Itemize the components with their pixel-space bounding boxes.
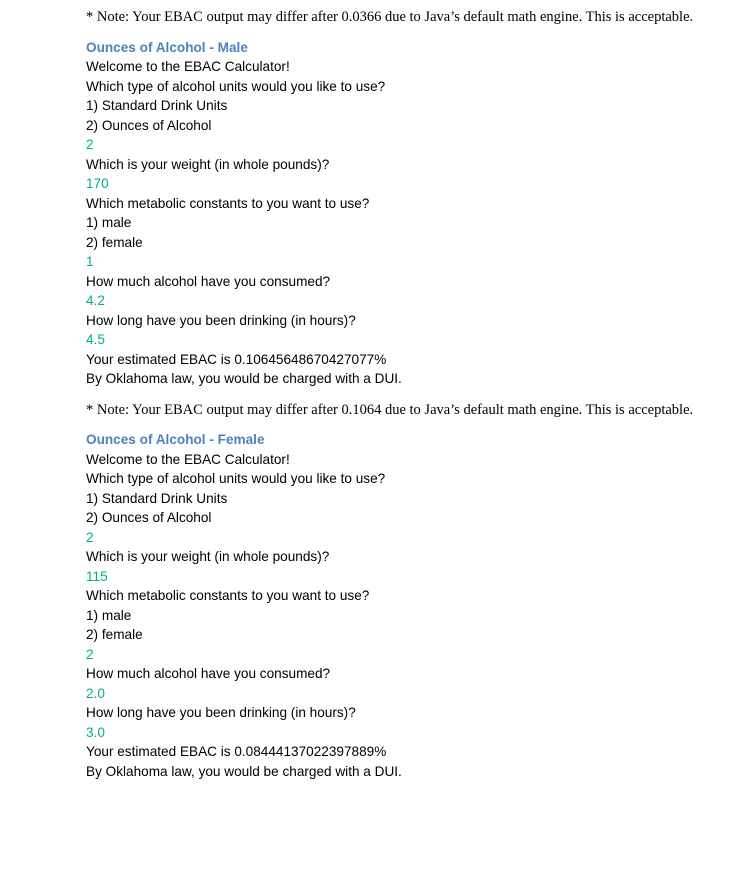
output-line: How much alcohol have you consumed? (86, 666, 331, 681)
output-line: Which metabolic constants to you want to use? (86, 195, 370, 211)
output-line: Welcome to the EBAC Calculator! (86, 59, 290, 74)
user-input-line: 1 (86, 254, 94, 269)
output-line: Which type of alcohol units would you like to use? (86, 78, 386, 94)
note-text: * Note: Your EBAC output may differ after 0.1064 due to Java’s default math engine. This is acceptable. (86, 401, 694, 418)
output-line: 2) female (86, 627, 143, 642)
output-line: 1) Standard Drink Units (86, 98, 228, 113)
user-input-line: 3.0 (86, 724, 105, 740)
output-line: By Oklahoma law, you would be charged with a DUI. (86, 763, 402, 779)
output-line: 1) male (86, 215, 132, 230)
output-line: By Oklahoma law, you would be charged with a DUI. (86, 371, 402, 386)
output-line: How much alcohol have you consumed? (86, 273, 331, 289)
section-male (86, 8, 726, 389)
user-input-line: 2.0 (86, 685, 105, 701)
output-line: Welcome to the EBAC Calculator! (86, 451, 290, 467)
console-output (86, 57, 726, 389)
output-line: Your estimated EBAC is 0.10645648670427077% (86, 351, 387, 367)
output-line: Which is your weight (in whole pounds)? (86, 549, 330, 564)
output-line: 1) Standard Drink Units (86, 490, 228, 506)
section-heading: Ounces of Alcohol - Male (86, 39, 248, 55)
user-input-line: 4.5 (86, 332, 105, 347)
user-input-line: 2 (86, 529, 94, 545)
output-line: Which type of alcohol units would you like to use? (86, 471, 386, 486)
user-input-line: 2 (86, 137, 94, 152)
output-line: How long have you been drinking (in hours)? (86, 705, 356, 720)
output-line: 2) Ounces of Alcohol (86, 510, 212, 525)
output-line: 2) female (86, 234, 143, 250)
section-heading: Ounces of Alcohol - Female (86, 432, 265, 447)
output-line: Which is your weight (in whole pounds)? (86, 156, 330, 172)
user-input-line: 4.2 (86, 293, 105, 308)
section-female (86, 401, 726, 782)
note-text: * Note: Your EBAC output may differ after 0.0366 due to Java’s default math engine. This is acceptable. (86, 9, 694, 25)
output-line: 1) male (86, 607, 132, 623)
user-input-line: 170 (86, 176, 109, 191)
output-line: 2) Ounces of Alcohol (86, 117, 212, 133)
user-input-line: 115 (86, 568, 108, 584)
output-line: Which metabolic constants to you want to use? (86, 588, 370, 603)
user-input-line: 2 (86, 646, 94, 662)
console-output (86, 450, 726, 782)
output-line: How long have you been drinking (in hours)? (86, 312, 356, 328)
output-line: Your estimated EBAC is 0.08444137022397889% (86, 744, 387, 759)
document-page (86, 8, 726, 781)
